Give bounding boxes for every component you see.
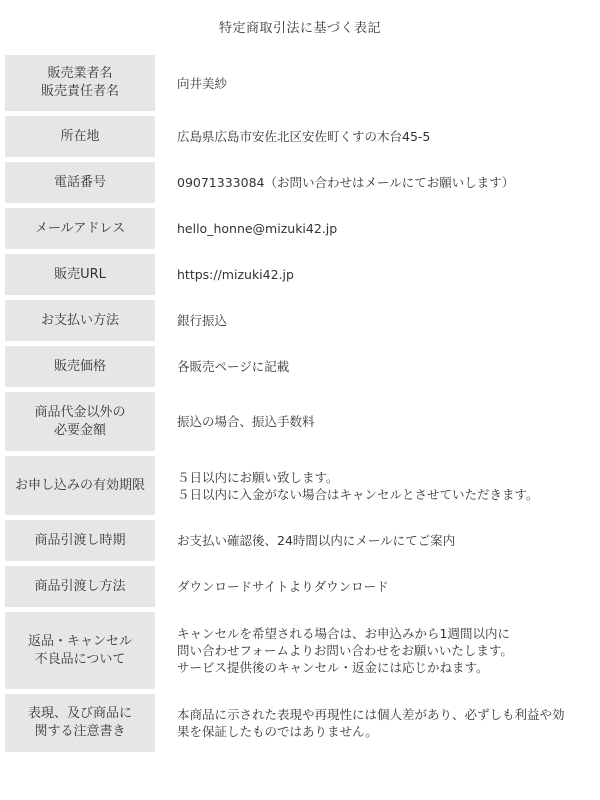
label-line: 販売価格: [53, 358, 106, 374]
row-value: [155, 300, 600, 341]
value-line: キャンセルを希望される場合は、お申込みから1週間以内に: [177, 626, 510, 641]
row-value: [155, 116, 600, 157]
table-row-seller: [5, 55, 600, 111]
value-line: 本商品に示された表現や再現性には個人差があり、必ずしも利益や効: [177, 707, 565, 722]
label-line: 商品代金以外の: [34, 404, 126, 420]
row-label: [5, 162, 155, 203]
row-label: [5, 208, 155, 249]
label-line: 表現、及び商品に: [27, 706, 132, 721]
label-line: 所在地: [60, 128, 100, 144]
row-value: [155, 162, 600, 203]
label-line: 返品・キャンセル: [27, 633, 132, 649]
label-line: 販売業者名: [47, 66, 113, 81]
value-line: お支払い確認後、24時間以内にメールにてご案内: [177, 533, 456, 548]
page-title: 特定商取引法に基づく表記: [218, 21, 381, 36]
table-row-disclaimer: [5, 694, 600, 752]
row-label: [5, 612, 155, 689]
table-row-email: [5, 208, 600, 249]
row-value: [155, 55, 600, 111]
label-line: メールアドレス: [34, 220, 126, 236]
label-line: 販売URL: [54, 266, 106, 282]
table-row-additional-fees: [5, 392, 600, 451]
table-row-payment-method: [5, 300, 600, 341]
table-row-delivery-method: [5, 566, 600, 607]
row-label: [5, 254, 155, 295]
value-line: 振込の場合、振込手数料: [177, 414, 315, 429]
row-label: [5, 520, 155, 561]
value-line: ５日以内に入金がない場合はキャンセルとさせていただきます。: [177, 486, 539, 502]
row-label: [5, 392, 155, 451]
row-value: [155, 254, 600, 295]
row-label: [5, 566, 155, 607]
value-line: 問い合わせフォームよりお問い合わせをお願いいたします。: [177, 643, 513, 658]
value-line: 向井美紗: [177, 75, 228, 91]
row-value: [155, 456, 600, 515]
value-line: 果を保証したものではありません。: [177, 724, 378, 739]
value-line: 広島県広島市安佐北区安佐町くすの木台45-5: [177, 129, 431, 144]
label-line: 必要金額: [53, 422, 106, 438]
label-line: 電話番号: [53, 174, 106, 190]
value-line: 銀行振込: [177, 313, 228, 328]
row-label: [5, 300, 155, 341]
row-value: [155, 694, 600, 752]
value-line: ５日以内にお願い致します。: [177, 469, 339, 485]
legal-info-table: [5, 55, 600, 757]
row-value: [155, 346, 600, 387]
value-line: 09071333084（お問い合わせはメールにてお願いします）: [177, 175, 515, 190]
label-line: お申し込みの有効期限: [14, 477, 145, 493]
table-row-phone: [5, 162, 600, 203]
label-line: 販売責任者名: [40, 84, 119, 99]
label-line: お支払い方法: [40, 312, 119, 328]
value-line: https://mizuki42.jp: [177, 267, 294, 282]
row-value: [155, 612, 600, 689]
table-row-address: [5, 116, 600, 157]
row-value: [155, 392, 600, 451]
table-row-price: [5, 346, 600, 387]
value-line: ダウンロードサイトよりダウンロード: [177, 579, 389, 594]
label-line: 商品引渡し時期: [34, 532, 126, 548]
label-line: 商品引渡し方法: [34, 578, 126, 594]
table-row-returns: [5, 612, 600, 689]
row-label: [5, 694, 155, 752]
row-label: [5, 456, 155, 515]
table-row-url: [5, 254, 600, 295]
value-line: 各販売ページに記載: [177, 359, 290, 374]
row-value: [155, 208, 600, 249]
row-label: [5, 55, 155, 111]
row-value: [155, 520, 600, 561]
value-line: hello_honne@mizuki42.jp: [177, 221, 338, 236]
row-label: [5, 346, 155, 387]
table-row-delivery-time: [5, 520, 600, 561]
table-row-validity-period: [5, 456, 600, 515]
value-line: サービス提供後のキャンセル・返金には応じかねます。: [177, 660, 489, 675]
label-line: 関する注意書き: [34, 724, 126, 739]
row-value: [155, 566, 600, 607]
label-line: 不良品について: [34, 651, 126, 667]
row-label: [5, 116, 155, 157]
